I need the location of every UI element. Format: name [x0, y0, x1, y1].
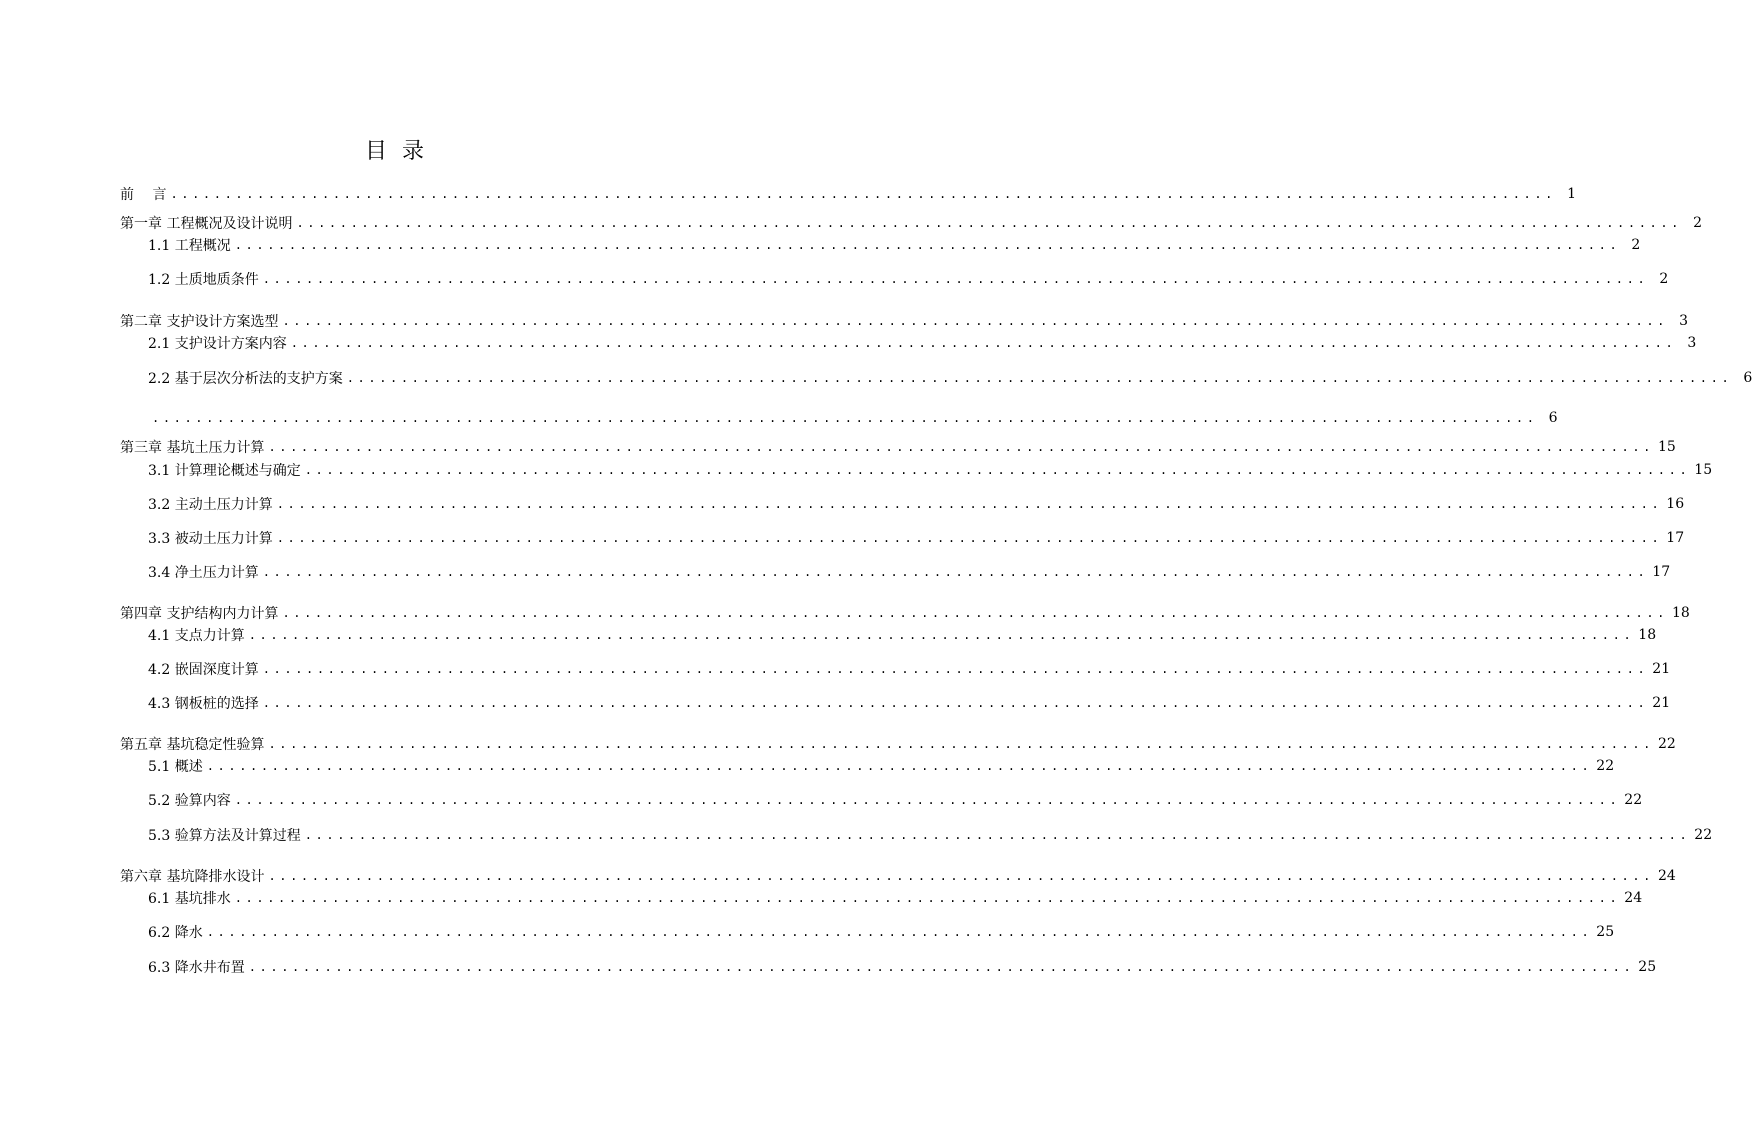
toc-entry-label: 第四章 支护结构内力计算: [120, 606, 279, 622]
toc-entry-chapter-4[interactable]: [120, 603, 1690, 623]
toc-entry-preface[interactable]: [120, 184, 1577, 204]
toc-entry-section-4-3[interactable]: [148, 693, 1671, 713]
toc-entry-section-2-1[interactable]: [148, 333, 1697, 353]
toc-leader-dots: ................................................................................................................................: [206, 925, 1593, 939]
toc-leader-dots: ................................................................................................................................: [234, 238, 1621, 252]
toc-leader-dots: ................................................................................................................................: [276, 497, 1663, 511]
toc-entry-page: 2: [1631, 237, 1641, 253]
toc-entry-page: 3: [1687, 335, 1697, 351]
toc-entry-label: 3.2 主动土压力计算: [148, 497, 273, 513]
toc-entry-page: 15: [1694, 462, 1713, 478]
toc-entry-label: 5.2 验算内容: [148, 793, 231, 809]
toc-entry-page: 3: [1679, 313, 1689, 329]
toc-entry-label: 第五章 基坑稳定性验算: [120, 737, 265, 753]
toc-entry-label: 5.1 概述: [148, 759, 203, 775]
toc-entry-label: 前 言: [120, 187, 167, 203]
toc-entry-label: 第六章 基坑降排水设计: [120, 869, 265, 885]
toc-leader-dots: ................................................................................................................................: [276, 531, 1663, 545]
toc-leader-dots: ................................................................................................................................: [170, 187, 1557, 201]
toc-entry-page: 16: [1666, 496, 1685, 512]
toc-entry-page: 15: [1658, 439, 1676, 455]
toc-leader-dots: ................................................................................................................................: [262, 662, 1649, 676]
toc-entry-section-4-2[interactable]: [148, 659, 1671, 679]
toc-leader-dots: ................................................................................................................................: [248, 960, 1635, 974]
toc-entry-page: 1: [1567, 186, 1577, 202]
toc-entry-section-6-2[interactable]: [148, 922, 1615, 942]
toc-leader-dots: ................................................................................................................................: [268, 869, 1655, 883]
toc-entry-page: 25: [1638, 959, 1657, 975]
toc-entry-label: 3.4 净土压力计算: [148, 565, 259, 581]
toc-leader-dots: ................................................................................................................................: [290, 336, 1677, 350]
toc-entry-chapter-2[interactable]: [120, 311, 1689, 331]
toc-entry-page: 21: [1652, 695, 1671, 711]
toc-entry-page: 2: [1659, 271, 1669, 287]
toc-entry-page: 17: [1652, 564, 1671, 580]
toc-leader-dots: ................................................................................................................................: [262, 565, 1649, 579]
toc-entry-page: 24: [1658, 868, 1676, 884]
toc-leader-dots: ................................................................................................................................: [268, 440, 1655, 454]
toc-leader-dots: ................................................................................................................................: [304, 463, 1691, 477]
toc-entry-label: 4.1 支点力计算: [148, 628, 245, 644]
toc-entry-continuation[interactable]: [148, 408, 1558, 428]
toc-entry-section-5-1[interactable]: [148, 756, 1615, 776]
toc-entry-section-4-1[interactable]: [148, 625, 1657, 645]
toc-entry-page: 22: [1658, 736, 1676, 752]
toc-entry-label: 3.1 计算理论概述与确定: [148, 463, 301, 479]
toc-entry-section-3-2[interactable]: [148, 494, 1685, 514]
toc-entry-section-5-3[interactable]: [148, 825, 1713, 845]
toc-entry-section-1-1[interactable]: [148, 235, 1641, 255]
toc-entry-page: 18: [1672, 605, 1690, 621]
toc-entry-label: 第三章 基坑土压力计算: [120, 440, 265, 456]
toc-entry-label: 第一章 工程概况及设计说明: [120, 216, 293, 232]
toc-entry-chapter-1[interactable]: [120, 213, 1703, 233]
toc-entry-section-5-2[interactable]: [148, 790, 1643, 810]
toc-entry-page: 22: [1624, 792, 1643, 808]
toc-leader-dots: ................................................................................................................................: [248, 628, 1635, 642]
toc-entry-label: 2.2 基于层次分析法的支护方案: [148, 371, 343, 387]
toc-entry-page: 6: [1743, 370, 1752, 386]
toc-entry-section-6-3[interactable]: [148, 957, 1657, 977]
toc-entry-page: 24: [1624, 890, 1643, 906]
toc-leader-dots: ................................................................................................................................: [206, 759, 1593, 773]
toc-leader-dots: ................................................................................................................................: [152, 411, 1538, 425]
toc-entry-label: 4.2 嵌固深度计算: [148, 662, 259, 678]
toc-leader-dots: ................................................................................................................................: [296, 216, 1683, 230]
toc-entry-label: 2.1 支护设计方案内容: [148, 336, 287, 352]
toc-entry-section-3-4[interactable]: [148, 562, 1671, 582]
toc-entry-chapter-5[interactable]: [120, 734, 1676, 754]
toc-title: 目 录: [365, 139, 428, 164]
toc-entry-page: 25: [1596, 924, 1615, 940]
toc-leader-dots: ................................................................................................................................: [234, 793, 1621, 807]
toc-leader-dots: ................................................................................................................................: [282, 606, 1669, 620]
toc-leader-dots: ................................................................................................................................: [234, 891, 1621, 905]
toc-entry-page: 2: [1693, 215, 1703, 231]
toc-entry-label: 6.1 基坑排水: [148, 891, 231, 907]
toc-entry-label: 6.3 降水井布置: [148, 960, 245, 976]
toc-entry-label: 1.1 工程概况: [148, 238, 231, 254]
toc-entry-label: 6.2 降水: [148, 925, 203, 941]
toc-entry-label: 5.3 验算方法及计算过程: [148, 828, 301, 844]
toc-entry-section-2-2[interactable]: [148, 368, 1752, 388]
toc-entry-label: 4.3 钢板桩的选择: [148, 696, 259, 712]
toc-entry-section-1-2[interactable]: [148, 269, 1669, 289]
toc-entry-section-3-1[interactable]: [148, 460, 1713, 480]
toc-entry-page: 22: [1596, 758, 1615, 774]
toc-leader-dots: ................................................................................................................................: [262, 272, 1649, 286]
toc-leader-dots: ................................................................................................................................: [346, 371, 1733, 385]
toc-leader-dots: ................................................................................................................................: [262, 696, 1649, 710]
toc-entry-page: 6: [1548, 410, 1558, 426]
toc-entry-section-3-3[interactable]: [148, 528, 1685, 548]
toc-leader-dots: ................................................................................................................................: [282, 314, 1669, 328]
toc-leader-dots: ................................................................................................................................: [304, 828, 1691, 842]
toc-entry-page: 22: [1694, 827, 1713, 843]
toc-entry-label: 3.3 被动土压力计算: [148, 531, 273, 547]
toc-entry-label: 第二章 支护设计方案选型: [120, 314, 279, 330]
toc-entry-page: 18: [1638, 627, 1657, 643]
toc-entry-page: 21: [1652, 661, 1671, 677]
toc-entry-label: 1.2 土质地质条件: [148, 272, 259, 288]
toc-entry-chapter-6[interactable]: [120, 866, 1676, 886]
toc-entry-page: 17: [1666, 530, 1685, 546]
toc-leader-dots: ................................................................................................................................: [268, 737, 1655, 751]
toc-entry-chapter-3[interactable]: [120, 437, 1676, 457]
toc-entry-section-6-1[interactable]: [148, 888, 1643, 908]
